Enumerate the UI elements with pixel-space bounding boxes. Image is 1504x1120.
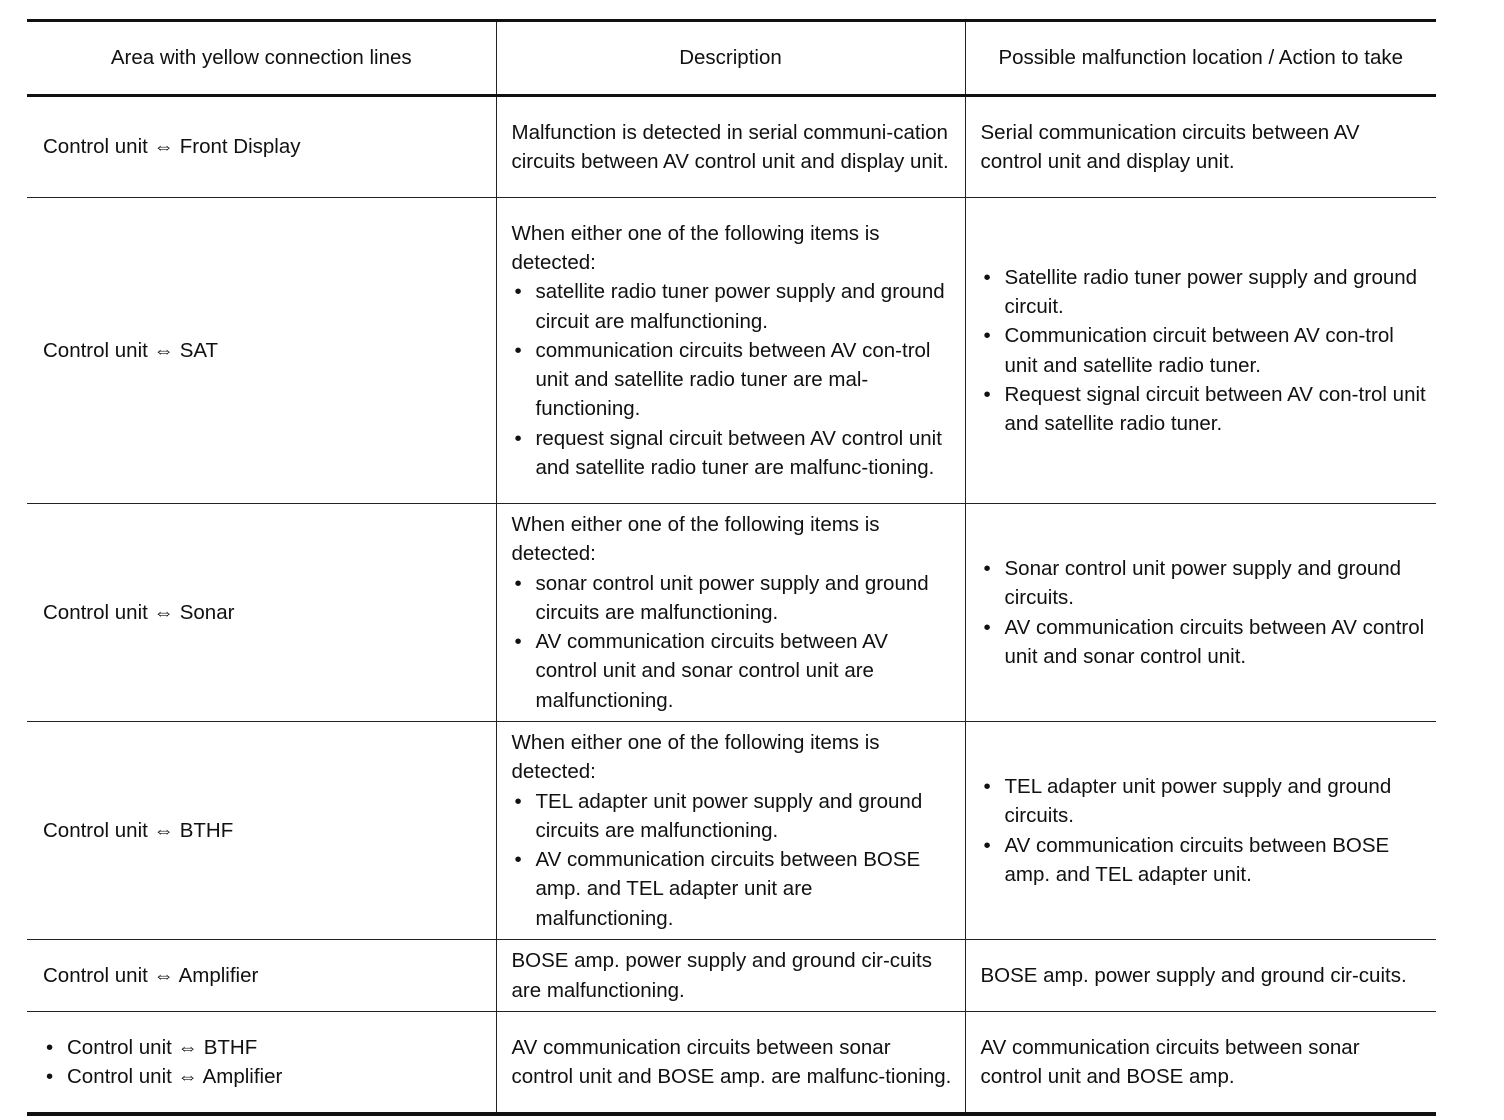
description-list xyxy=(512,787,955,933)
action-list xyxy=(981,772,1427,889)
table-row-sonar xyxy=(27,504,1436,722)
action-cell xyxy=(965,198,1436,504)
description-cell: BOSE amp. power supply and ground cir-cuits are malfunctioning. xyxy=(496,940,965,1012)
list-item: • TEL adapter unit power supply and ground circuits. xyxy=(981,772,1427,830)
malfunction-table xyxy=(27,19,1436,1116)
description-cell xyxy=(496,722,965,940)
description-cell xyxy=(496,504,965,722)
table-body xyxy=(27,96,1436,1115)
table-row-front-display xyxy=(27,96,1436,198)
table-row-sat xyxy=(27,198,1436,504)
area-cell: Control unit ⇔ BTHF xyxy=(27,722,496,940)
description-intro: When either one of the following items is detected: xyxy=(511,222,880,275)
list-item: • Control unit ⇔ BTHF xyxy=(43,1033,486,1062)
list-item: • satellite radio tuner power supply and ground circuit are malfunctioning. xyxy=(512,277,955,335)
list-item: • Request signal circuit between AV con-trol unit and satellite radio tuner. xyxy=(981,380,1427,438)
table-row-bthf-amplifier xyxy=(27,1012,1436,1115)
area-list xyxy=(43,1033,486,1091)
action-list xyxy=(981,554,1427,671)
action-list xyxy=(981,263,1427,438)
description-list xyxy=(512,277,955,481)
list-item: • AV communication circuits between BOSE amp. and TEL adapter unit are malfunctioning. xyxy=(512,845,955,933)
table-row-amplifier xyxy=(27,940,1436,1012)
table-header xyxy=(27,21,1436,96)
table-row-bthf xyxy=(27,722,1436,940)
list-item: • AV communication circuits between BOSE amp. and TEL adapter unit. xyxy=(981,831,1427,889)
action-cell xyxy=(965,504,1436,722)
action-cell: AV communication circuits between sonar control unit and BOSE amp. xyxy=(965,1012,1436,1115)
action-cell: BOSE amp. power supply and ground cir-cuits. xyxy=(965,940,1436,1012)
description-cell: Malfunction is detected in serial communi-cation circuits between AV control unit and display unit. xyxy=(496,96,965,198)
description-cell: AV communication circuits between sonar control unit and BOSE amp. are malfunc-tioning. xyxy=(496,1012,965,1115)
list-item: • communication circuits between AV con-trol unit and satellite radio tuner are mal-functioning. xyxy=(512,336,955,424)
list-item: • TEL adapter unit power supply and ground circuits are malfunctioning. xyxy=(512,787,955,845)
list-item: • Satellite radio tuner power supply and ground circuit. xyxy=(981,263,1427,321)
area-cell: Control unit ⇔ SAT xyxy=(27,198,496,504)
header-action: Possible malfunction location / Action to take xyxy=(965,21,1436,96)
header-area: Area with yellow connection lines xyxy=(27,21,496,96)
description-list xyxy=(512,569,955,715)
description-intro: When either one of the following items is detected: xyxy=(511,731,880,784)
list-item: • request signal circuit between AV control unit and satellite radio tuner are malfunc-tioning. xyxy=(512,424,955,482)
action-cell xyxy=(965,722,1436,940)
list-item: • sonar control unit power supply and ground circuits are malfunctioning. xyxy=(512,569,955,627)
description-cell xyxy=(496,198,965,504)
area-cell xyxy=(27,1012,496,1115)
area-cell: Control unit ⇔ Front Display xyxy=(27,96,496,198)
list-item: • AV communication circuits between AV control unit and sonar control unit. xyxy=(981,613,1427,671)
header-row xyxy=(27,21,1436,96)
list-item: • Control unit ⇔ Amplifier xyxy=(43,1062,486,1091)
list-item: • Communication circuit between AV con-trol unit and satellite radio tuner. xyxy=(981,321,1427,379)
action-cell: Serial communication circuits between AV control unit and display unit. xyxy=(965,96,1436,198)
list-item: • Sonar control unit power supply and ground circuits. xyxy=(981,554,1427,612)
header-description: Description xyxy=(496,21,965,96)
area-cell: Control unit ⇔ Sonar xyxy=(27,504,496,722)
list-item: • AV communication circuits between AV control unit and sonar control unit are malfunctioning. xyxy=(512,627,955,715)
area-cell: Control unit ⇔ Amplifier xyxy=(27,940,496,1012)
description-intro: When either one of the following items is detected: xyxy=(511,513,880,566)
